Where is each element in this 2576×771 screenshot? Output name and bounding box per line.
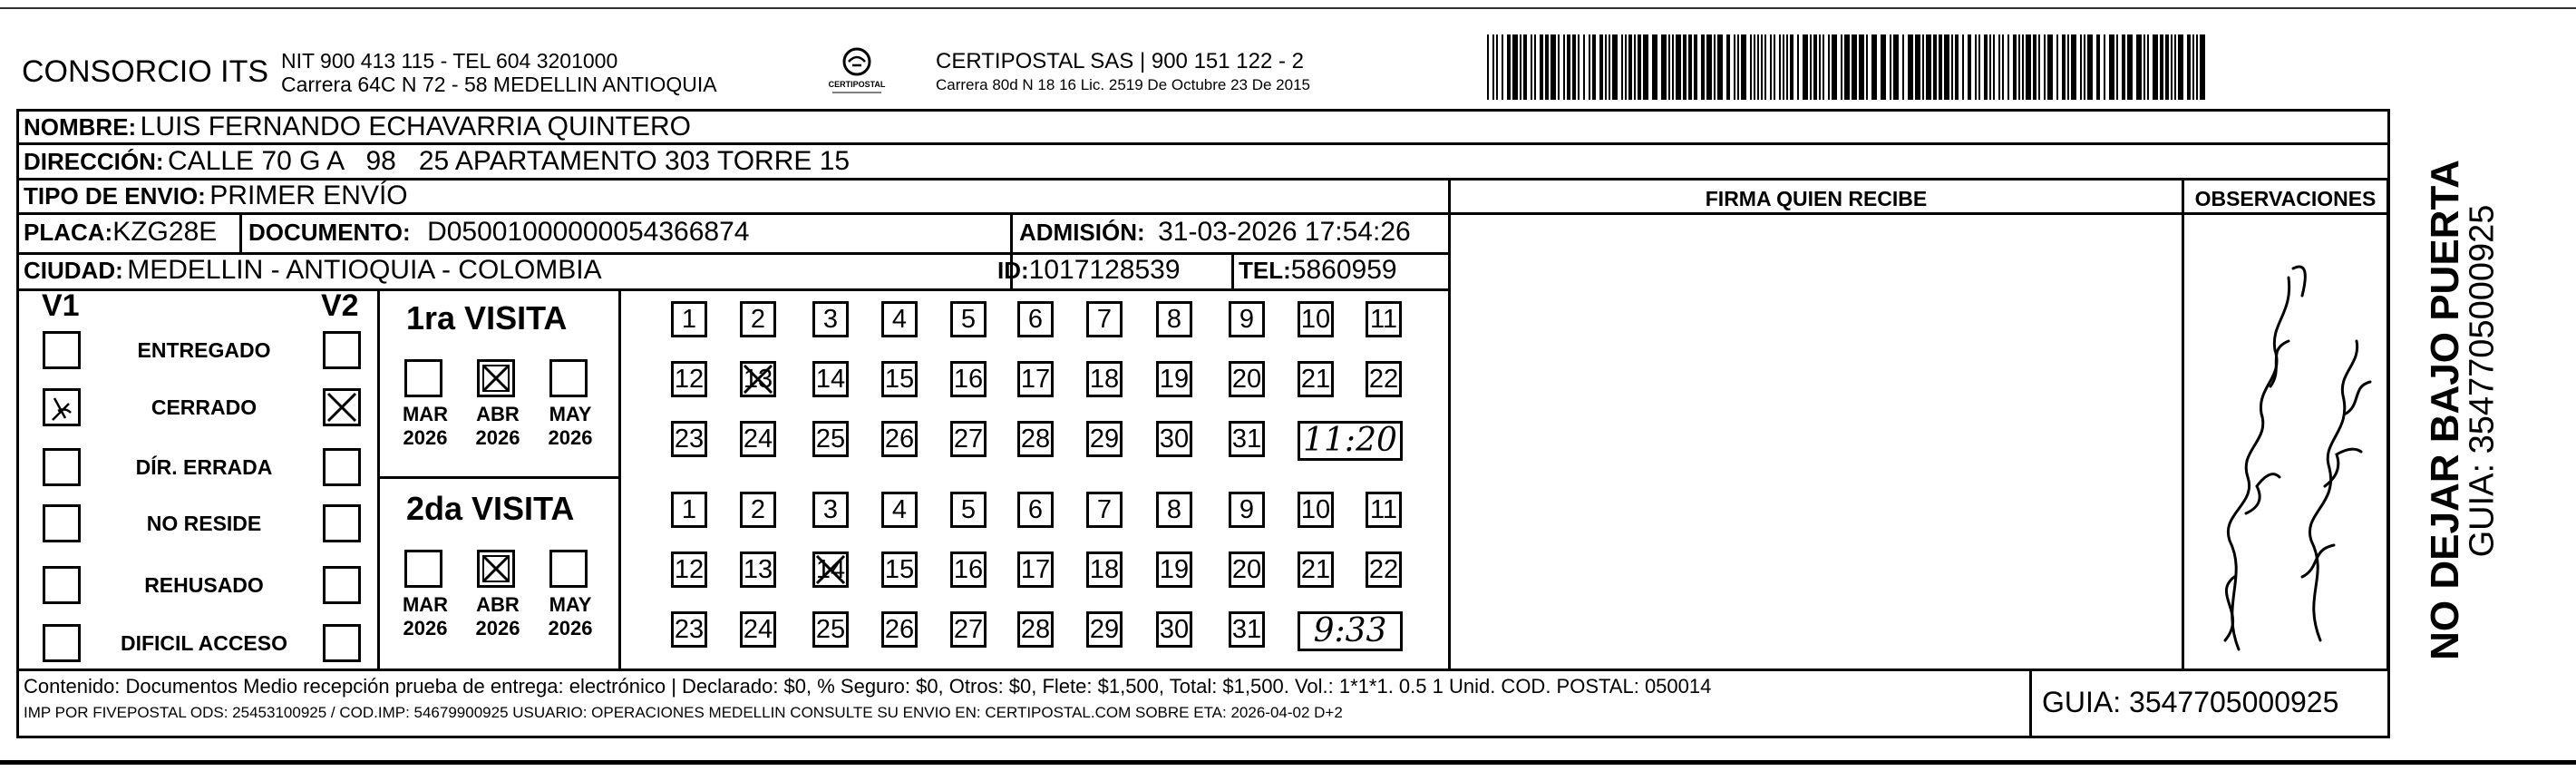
day-box[interactable] (1017, 611, 1054, 648)
status-v1-checkbox[interactable] (43, 504, 81, 542)
city-label: CIUDAD: (24, 257, 123, 284)
day-box[interactable] (812, 492, 849, 528)
status-v2-checkbox[interactable] (323, 331, 361, 369)
day-number: 24 (743, 614, 773, 644)
day-number: 21 (1300, 554, 1331, 584)
doc-row (248, 216, 749, 249)
visit-title: 2da VISITA (406, 490, 575, 527)
row-line (377, 476, 618, 479)
day-box[interactable] (812, 551, 849, 588)
barcode (1487, 34, 2212, 100)
day-box[interactable] (950, 361, 987, 397)
day-box[interactable] (671, 611, 707, 648)
day-box[interactable] (740, 421, 776, 457)
address-label: DIRECCIÓN: (24, 148, 164, 175)
status-label: CERRADO (151, 395, 258, 419)
month-label: ABR 2026 (475, 593, 520, 639)
day-number: 7 (1096, 304, 1113, 334)
plate-value: KZG28E (112, 217, 218, 247)
company-address: Carrera 64C N 72 - 58 MEDELLIN ANTIOQUIA (281, 73, 717, 96)
status-v1-checkbox[interactable] (43, 331, 81, 369)
day-box[interactable] (671, 421, 707, 457)
day-number: 26 (884, 614, 915, 644)
day-number: 31 (1231, 614, 1262, 644)
col-line (1231, 252, 1234, 288)
day-number: 2 (750, 494, 766, 524)
footer-print-info: IMP POR FIVEPOSTAL ODS: 25453100925 / COD.IMP: 54679900925 USUARIO: OPERACIONES MEDELLIN CONSULTE SU ENVIO EN: CERTIPOSTAL.COM SOBRE ETA: 2026-04-02 D+2 (24, 704, 1343, 721)
tel-row (1239, 254, 1397, 287)
status-label: NO RESIDE (146, 512, 262, 535)
day-number: 4 (891, 494, 908, 524)
day-box[interactable] (1086, 421, 1123, 457)
day-box[interactable] (950, 611, 987, 648)
day-number: 11 (1369, 304, 1398, 334)
day-number: 28 (1020, 424, 1051, 454)
visit-time: 9:33 (1298, 611, 1403, 651)
day-number: 14 (815, 554, 846, 584)
day-number: 17 (1020, 364, 1051, 394)
day-number: 1 (681, 304, 697, 334)
day-number: 2 (750, 304, 766, 334)
day-box[interactable] (740, 551, 776, 588)
carrier-license: Carrera 80d N 18 16 Lic. 2519 De Octubre 23 De 2015 (936, 76, 1310, 93)
day-number: 10 (1300, 304, 1331, 334)
day-number: 14 (815, 364, 846, 394)
footer-contents: Contenido: Documentos Medio recepción prueba de entrega: electrónico | Declarado: $0, % Seguro: $0, Otros: $0, Flete: $1,500, Total: $1,500. Vol.: 1*1*1. 0.5 1 Unid. COD. POSTAL: 050014 (24, 675, 1712, 698)
day-number: 9 (1239, 494, 1255, 524)
day-box[interactable] (1229, 551, 1265, 588)
day-box[interactable] (671, 301, 707, 337)
address-value: CALLE 70 G A 98 25 APARTAMENTO 303 TORRE 15 (168, 146, 851, 176)
id-row (997, 254, 1181, 287)
plate-label: PLACA: (24, 219, 113, 246)
day-box[interactable] (1086, 361, 1123, 397)
day-number: 10 (1300, 494, 1331, 524)
day-box[interactable] (1017, 361, 1054, 397)
company-nit: NIT 900 413 115 - TEL 604 3201000 (281, 49, 618, 73)
day-number: 1 (681, 494, 697, 524)
day-number: 5 (960, 494, 977, 524)
status-v2-checkbox[interactable] (323, 566, 361, 604)
admission-value: 31-03-2026 17:54:26 (1158, 217, 1411, 247)
day-number: 16 (953, 364, 984, 394)
day-number: 19 (1159, 364, 1190, 394)
day-number: 15 (884, 554, 915, 584)
day-box[interactable] (812, 361, 849, 397)
day-box[interactable] (812, 421, 849, 457)
status-v2-checkbox[interactable] (323, 448, 361, 486)
status-label: ENTREGADO (137, 338, 271, 362)
day-number: 12 (674, 364, 705, 394)
day-box[interactable] (1229, 361, 1265, 397)
type-value: PRIMER ENVÍO (209, 181, 408, 210)
month-checkbox[interactable] (549, 550, 588, 588)
day-number: 23 (674, 614, 705, 644)
month-label: MAY 2026 (548, 593, 593, 639)
month-checkbox[interactable] (549, 359, 588, 397)
month-checkbox[interactable] (404, 550, 442, 588)
day-box[interactable] (1366, 361, 1402, 397)
doc-value: D05001000000054366874 (427, 217, 750, 247)
day-number: 8 (1166, 494, 1182, 524)
month-checkbox[interactable] (477, 550, 515, 588)
day-number: 30 (1159, 424, 1190, 454)
day-box[interactable] (881, 551, 918, 588)
day-box[interactable] (1086, 492, 1123, 528)
day-number: 5 (960, 304, 977, 334)
city-row (24, 254, 602, 287)
day-box[interactable] (1156, 551, 1192, 588)
admission-label: ADMISIÓN: (1019, 219, 1145, 246)
day-box[interactable] (1156, 301, 1192, 337)
day-number: 28 (1020, 614, 1051, 644)
status-label: REHUSADO (144, 573, 264, 597)
row-line (16, 669, 2390, 671)
carrier-name: CERTIPOSTAL SAS | 900 151 122 - 2 (936, 49, 1304, 73)
day-box[interactable] (1156, 611, 1192, 648)
day-number: 18 (1089, 364, 1120, 394)
col-line (618, 288, 621, 669)
status-v1-checkbox[interactable] (43, 624, 81, 662)
certipostal-logo (816, 45, 898, 100)
observations-header: OBSERVACIONES (2194, 187, 2377, 210)
footer-guia: GUIA: 3547705000925 (2042, 686, 2339, 718)
day-box[interactable] (1017, 492, 1054, 528)
col-line (2386, 178, 2389, 669)
day-number: 22 (1368, 364, 1399, 394)
day-box[interactable] (812, 301, 849, 337)
status-v2-checkbox[interactable] (323, 504, 361, 542)
day-number: 13 (743, 554, 773, 584)
day-number: 12 (674, 554, 705, 584)
bottom-border (0, 760, 2576, 765)
status-v1-checkbox[interactable] (43, 566, 81, 604)
day-box[interactable] (1086, 551, 1123, 588)
day-box[interactable] (881, 301, 918, 337)
day-box[interactable] (671, 361, 707, 397)
day-number: 7 (1096, 494, 1113, 524)
day-box[interactable] (1229, 611, 1265, 648)
col-line (239, 212, 242, 252)
day-box[interactable] (1156, 492, 1192, 528)
day-box[interactable] (1298, 301, 1334, 337)
day-number: 20 (1231, 364, 1262, 394)
day-number: 29 (1089, 424, 1120, 454)
type-label: TIPO DE ENVIO: (24, 182, 206, 210)
day-number: 8 (1166, 304, 1182, 334)
day-number: 23 (674, 424, 705, 454)
day-number: 27 (953, 614, 984, 644)
day-number: 31 (1231, 424, 1262, 454)
day-number: 6 (1027, 304, 1044, 334)
day-box[interactable] (1298, 361, 1334, 397)
day-box[interactable] (1086, 301, 1123, 337)
id-label: ID: (997, 257, 1029, 284)
day-number: 25 (815, 614, 846, 644)
id-value: 1017128539 (1028, 255, 1181, 285)
day-box[interactable] (1017, 301, 1054, 337)
day-box[interactable] (881, 611, 918, 648)
day-number: 9 (1239, 304, 1255, 334)
day-number: 13 (743, 364, 773, 394)
day-number: 22 (1368, 554, 1399, 584)
city-value: MEDELLIN - ANTIOQUIA - COLOMBIA (127, 255, 602, 285)
day-box[interactable] (1086, 611, 1123, 648)
month-label: MAR 2026 (402, 593, 449, 639)
day-number: 24 (743, 424, 773, 454)
status-v2-checkbox[interactable] (323, 388, 361, 426)
day-number: 21 (1300, 364, 1331, 394)
admission-row (1019, 216, 1411, 249)
tel-label: TEL: (1239, 257, 1291, 284)
day-number: 4 (891, 304, 908, 334)
day-box[interactable] (881, 492, 918, 528)
day-number: 17 (1020, 554, 1051, 584)
day-box[interactable] (1229, 301, 1265, 337)
day-number: 18 (1089, 554, 1120, 584)
visit-time: 11:20 (1298, 421, 1403, 461)
day-box[interactable] (740, 611, 776, 648)
col-line (2029, 669, 2032, 738)
day-box[interactable] (1156, 421, 1192, 457)
v2-label: V2 (321, 288, 359, 323)
day-box[interactable] (950, 492, 987, 528)
day-number: 29 (1089, 614, 1120, 644)
day-box[interactable] (1229, 492, 1265, 528)
day-number: 3 (822, 494, 839, 524)
name-label: NOMBRE: (24, 113, 137, 141)
day-number: 19 (1159, 554, 1190, 584)
day-number: 16 (953, 554, 984, 584)
status-v1-checkbox[interactable] (43, 388, 81, 426)
day-box[interactable] (1156, 361, 1192, 397)
status-label: DÍR. ERRADA (135, 455, 273, 479)
day-number: 20 (1231, 554, 1262, 584)
status-v2-checkbox[interactable] (323, 624, 361, 662)
status-label: DIFICIL ACCESO (120, 631, 287, 655)
day-box[interactable] (1366, 551, 1402, 588)
doc-label: DOCUMENTO: (248, 219, 411, 246)
handwritten-signature (2184, 214, 2386, 669)
tel-value: 5860959 (1290, 255, 1397, 285)
day-box[interactable] (1017, 421, 1054, 457)
side-guia: GUIA: 3547705000925 (2463, 204, 2502, 558)
day-box[interactable] (881, 361, 918, 397)
day-box[interactable] (740, 361, 776, 397)
day-box[interactable] (1229, 421, 1265, 457)
day-box[interactable] (1366, 301, 1402, 337)
svg-text:CERTIPOSTAL: CERTIPOSTAL (828, 80, 886, 89)
day-box[interactable] (671, 492, 707, 528)
type-row (24, 180, 408, 212)
day-box[interactable] (950, 301, 987, 337)
day-box[interactable] (740, 492, 776, 528)
address-row (24, 145, 850, 178)
day-box[interactable] (740, 301, 776, 337)
month-checkbox[interactable] (477, 359, 515, 397)
day-box[interactable] (950, 551, 987, 588)
day-box[interactable] (1298, 551, 1334, 588)
month-label: MAY 2026 (548, 403, 593, 449)
month-label: MAR 2026 (402, 403, 449, 449)
day-number: 11 (1369, 494, 1398, 524)
day-number: 3 (822, 304, 839, 334)
day-box[interactable] (1298, 492, 1334, 528)
v1-label: V1 (42, 288, 80, 323)
day-number: 27 (953, 424, 984, 454)
day-box[interactable] (671, 551, 707, 588)
visit-title: 1ra VISITA (406, 299, 568, 337)
name-value: LUIS FERNANDO ECHAVARRIA QUINTERO (140, 112, 691, 142)
signature-header: FIRMA QUIEN RECIBE (1705, 187, 1928, 210)
month-checkbox[interactable] (404, 359, 442, 397)
month-label: ABR 2026 (475, 403, 520, 449)
row-line (16, 288, 1449, 291)
day-box[interactable] (812, 611, 849, 648)
day-number: 25 (815, 424, 846, 454)
day-box[interactable] (1366, 492, 1402, 528)
day-number: 6 (1027, 494, 1044, 524)
status-v1-checkbox[interactable] (43, 448, 81, 486)
day-box[interactable] (881, 421, 918, 457)
day-number: 30 (1159, 614, 1190, 644)
day-box[interactable] (1017, 551, 1054, 588)
signature-area (1451, 214, 2182, 669)
name-row (24, 111, 691, 143)
company-name: CONSORCIO ITS (22, 54, 269, 89)
day-number: 26 (884, 424, 915, 454)
top-border (0, 7, 2576, 9)
day-number: 15 (884, 364, 915, 394)
day-box[interactable] (950, 421, 987, 457)
plate-row (24, 216, 217, 249)
side-warning: NO DEJAR BAJO PUERTA (2423, 160, 2467, 660)
